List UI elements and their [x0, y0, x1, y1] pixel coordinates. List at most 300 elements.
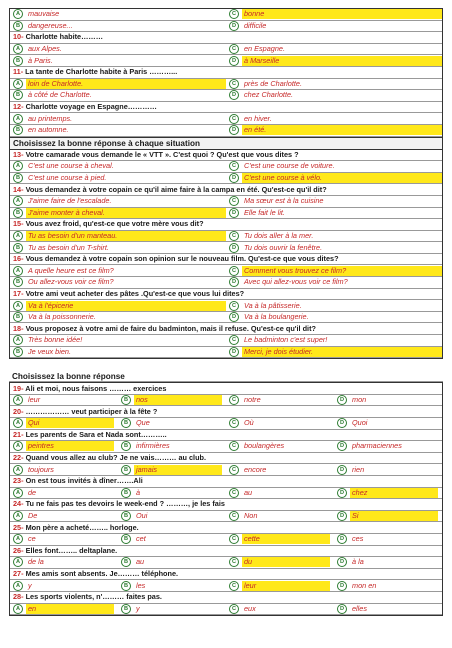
option-letter-icon: C: [229, 418, 239, 428]
answer-text: ces: [352, 534, 364, 544]
answer-text: y: [136, 603, 140, 613]
answer-option-c[interactable]: [226, 557, 334, 567]
option-letter-icon: D: [337, 395, 347, 405]
answer-option-c[interactable]: [226, 231, 442, 241]
option-letter-icon: D: [337, 465, 347, 475]
row: [10, 347, 442, 359]
answer-text: notre: [244, 395, 261, 405]
option-letter-icon: B: [13, 277, 23, 287]
answer-text: les: [136, 580, 146, 590]
option-letter-icon: A: [13, 266, 23, 276]
question-text: [10, 289, 244, 299]
answer-option-c[interactable]: [226, 266, 442, 276]
option-letter-icon: C: [229, 465, 239, 475]
row: [10, 196, 442, 208]
option-letter-icon: C: [229, 441, 239, 451]
answer-option-c[interactable]: [226, 604, 334, 614]
option-letter-icon: C: [229, 488, 239, 498]
option-letter-icon: D: [229, 243, 239, 253]
question-text: [10, 67, 177, 77]
question-label: Elles font…….. deltaplane.: [23, 545, 118, 555]
option-letter-icon: B: [121, 441, 131, 451]
option-letter-icon: A: [13, 161, 23, 171]
option-letter-icon: B: [121, 557, 131, 567]
question-number: 22-: [13, 453, 24, 463]
option-letter-icon: B: [13, 312, 23, 322]
answer-option-a[interactable]: [10, 557, 118, 567]
answer-option-b[interactable]: [10, 21, 226, 31]
row: [10, 44, 442, 56]
question-text: [10, 150, 299, 160]
option-letter-icon: C: [229, 335, 239, 345]
question-label: Vous demandez à votre copain son opinion sur le nouveau film. Qu'est-ce que vous dites?: [23, 254, 339, 264]
answer-option-b[interactable]: [10, 90, 226, 100]
row: [10, 430, 442, 442]
answer-option-d[interactable]: [226, 347, 442, 357]
option-letter-icon: B: [121, 488, 131, 498]
highlighted-answer: en été.: [242, 125, 442, 135]
option-letter-icon: D: [229, 90, 239, 100]
option-letter-icon: B: [13, 125, 23, 135]
row: [10, 453, 442, 465]
answer-option-a[interactable]: [10, 79, 226, 89]
highlighted-answer: jamais: [134, 465, 222, 475]
answer-option-c[interactable]: [226, 335, 442, 345]
answer-text: y: [28, 580, 32, 590]
question-number: 15-: [13, 219, 24, 229]
option-letter-icon: A: [13, 604, 23, 614]
question-number: 20-: [13, 406, 24, 416]
answer-text: A quelle heure est ce film?: [28, 265, 114, 275]
answer-text: Quoi: [352, 418, 368, 428]
row: [10, 418, 442, 430]
highlighted-answer: nos: [134, 395, 222, 405]
question-label: Les parents de Sara et Nada sont………..: [23, 429, 167, 439]
option-letter-icon: C: [229, 557, 239, 567]
answer-text: eux: [244, 603, 256, 613]
row: [10, 312, 442, 324]
option-letter-icon: A: [13, 301, 23, 311]
worksheet-block-2: [9, 150, 443, 360]
highlighted-answer: leur: [242, 581, 330, 591]
answer-option-a[interactable]: [10, 9, 226, 19]
question-label: Votre ami veut acheter des pâtes .Qu'est-ce que vous lui dites?: [23, 288, 245, 298]
row: [10, 79, 442, 91]
question-label: Vous avez froid, qu'est-ce que votre mère vous dit?: [23, 219, 204, 229]
answer-option-a[interactable]: [10, 534, 118, 544]
answer-option-b[interactable]: [10, 347, 226, 357]
row: [10, 150, 442, 162]
row: [10, 604, 442, 616]
row: [10, 277, 442, 289]
question-text: [10, 453, 206, 463]
row: [10, 231, 442, 243]
question-label: Vous proposez à votre ami de faire du badminton, mais il refuse. Qu'est-ce qu'il dit?: [23, 323, 316, 333]
question-text: [10, 185, 327, 195]
answer-text: Tu dois ouvrir la fenêtre.: [244, 242, 323, 252]
answer-text: à la: [352, 557, 364, 567]
option-letter-icon: C: [229, 161, 239, 171]
option-letter-icon: B: [13, 208, 23, 218]
highlighted-answer: à Marseille: [242, 56, 442, 66]
question-number: 19-: [13, 383, 24, 393]
row: [10, 476, 442, 488]
answer-option-b[interactable]: [118, 557, 226, 567]
question-number: 25-: [13, 522, 24, 532]
answer-text: au: [244, 487, 253, 497]
answer-option-d[interactable]: [226, 243, 442, 253]
answer-option-b[interactable]: [10, 208, 226, 218]
question-number: 21-: [13, 429, 24, 439]
row: [10, 289, 442, 301]
option-letter-icon: C: [229, 231, 239, 241]
answer-option-d[interactable]: [334, 418, 442, 428]
question-text: [10, 324, 316, 334]
highlighted-answer: loin de Charlotte.: [26, 79, 226, 89]
answer-option-a[interactable]: [10, 335, 226, 345]
answer-text: rien: [352, 464, 365, 474]
option-letter-icon: A: [13, 114, 23, 124]
option-letter-icon: C: [229, 44, 239, 54]
answer-text: toujours: [28, 464, 54, 474]
answer-option-b[interactable]: [10, 243, 226, 253]
option-letter-icon: A: [13, 534, 23, 544]
option-letter-icon: C: [229, 79, 239, 89]
answer-option-d[interactable]: [226, 90, 442, 100]
answer-option-b[interactable]: [118, 418, 226, 428]
answer-text: Tu as besoin d'un T-shirt.: [28, 242, 109, 252]
option-letter-icon: A: [13, 465, 23, 475]
answer-text: Ma sœur est à la cuisine: [244, 196, 324, 206]
row: [10, 323, 442, 335]
answer-text: mon: [352, 395, 367, 405]
answer-text: mauvaise: [28, 9, 60, 19]
question-label: La tante de Charlotte habite à Paris ………...: [23, 67, 178, 77]
question-text: [10, 569, 178, 579]
answer-text: boulangères: [244, 441, 285, 451]
answer-option-c[interactable]: [226, 196, 442, 206]
answer-option-c[interactable]: [226, 581, 334, 591]
row: [10, 499, 442, 511]
option-letter-icon: A: [13, 581, 23, 591]
row: [10, 113, 442, 125]
option-letter-icon: A: [13, 335, 23, 345]
question-text: [10, 384, 166, 394]
row: [10, 488, 442, 500]
highlighted-answer: bonne: [242, 9, 442, 19]
option-letter-icon: A: [13, 79, 23, 89]
row: [10, 208, 442, 220]
answer-option-d[interactable]: [226, 21, 442, 31]
question-number: 24-: [13, 499, 24, 509]
option-letter-icon: D: [337, 534, 347, 544]
row: [10, 161, 442, 173]
row: [10, 90, 442, 102]
answer-option-a[interactable]: [10, 488, 118, 498]
answer-text: difficile: [244, 20, 267, 30]
option-letter-icon: A: [13, 488, 23, 498]
question-label: ……………… veut participer à la fête ?: [23, 406, 158, 416]
answer-option-a[interactable]: [10, 301, 226, 311]
question-label: Ali et moi, nous faisons ……… exercices: [23, 383, 167, 393]
answer-text: Tu dois aller à la mer.: [244, 230, 314, 240]
answer-option-d[interactable]: [334, 604, 442, 614]
row: [10, 511, 442, 523]
answer-option-b[interactable]: [118, 465, 226, 475]
worksheet-page: [9, 8, 443, 616]
answer-option-c[interactable]: [226, 161, 442, 171]
answer-text: Où: [244, 418, 254, 428]
answer-text: à côté de Charlotte.: [28, 90, 92, 100]
option-letter-icon: D: [337, 418, 347, 428]
question-label: Vous demandez à votre copain ce qu'il aime faire à la campa en été. Qu'est-ce qu'il dit?: [23, 184, 327, 194]
answer-option-b[interactable]: [10, 56, 226, 66]
row: [10, 406, 442, 418]
answer-option-d[interactable]: [334, 488, 442, 498]
answer-option-a[interactable]: [10, 581, 118, 591]
answer-option-d[interactable]: [334, 395, 442, 405]
answer-option-c[interactable]: [226, 465, 334, 475]
option-letter-icon: C: [229, 604, 239, 614]
question-number: 14-: [13, 184, 24, 194]
answer-text: à: [136, 487, 141, 497]
row: [10, 125, 442, 137]
answer-text: Que: [136, 418, 150, 428]
row: [10, 184, 442, 196]
question-label: On est tous invités à dîner…….Ali: [23, 476, 143, 486]
option-letter-icon: D: [337, 511, 347, 521]
answer-text: mon en: [352, 580, 377, 590]
answer-text: Non: [244, 511, 258, 521]
worksheet-block-3: [9, 382, 443, 616]
question-number: 11-: [13, 67, 24, 77]
answer-option-d[interactable]: [334, 511, 442, 521]
section-title: Choisissez la bonne réponse à chaque situation: [9, 138, 443, 150]
answer-text: cet: [136, 534, 146, 544]
answer-text: Je veux bien.: [28, 346, 71, 356]
question-label: Charlotte habite………: [23, 32, 104, 42]
row: [10, 102, 442, 114]
question-text: [10, 546, 117, 556]
answer-option-d[interactable]: [226, 125, 442, 135]
option-letter-icon: D: [229, 173, 239, 183]
option-letter-icon: D: [229, 277, 239, 287]
answer-option-c[interactable]: [226, 9, 442, 19]
question-text: [10, 254, 339, 264]
row: [10, 580, 442, 592]
answer-option-d[interactable]: [334, 557, 442, 567]
row: [10, 383, 442, 395]
answer-text: dangereuse...: [28, 20, 73, 30]
answer-option-b[interactable]: [10, 173, 226, 183]
answer-option-c[interactable]: [226, 114, 442, 124]
highlighted-answer: du: [242, 557, 330, 567]
option-letter-icon: B: [121, 604, 131, 614]
question-label: Mes amis sont absents. Je……… téléphone.: [23, 569, 179, 579]
question-text: [10, 102, 157, 112]
answer-text: Ou allez-vous voir ce film?: [28, 277, 114, 287]
answer-text: C'est une course à cheval.: [28, 161, 114, 171]
answer-option-d[interactable]: [334, 465, 442, 475]
answer-option-b[interactable]: [10, 125, 226, 135]
answer-text: chez Charlotte.: [244, 90, 294, 100]
question-text: [10, 499, 225, 509]
answer-option-b[interactable]: [118, 511, 226, 521]
highlighted-answer: cette: [242, 534, 330, 544]
answer-option-b[interactable]: [118, 581, 226, 591]
row: [10, 32, 442, 44]
answer-option-d[interactable]: [226, 208, 442, 218]
row: [10, 219, 442, 231]
question-label: Quand vous allez au club? Je ne vais……… au club.: [23, 453, 207, 463]
highlighted-answer: Si: [350, 511, 438, 521]
option-letter-icon: B: [121, 534, 131, 544]
highlighted-answer: Comment vous trouvez ce film?: [242, 266, 442, 276]
row: [10, 335, 442, 347]
question-number: 17-: [13, 288, 24, 298]
option-letter-icon: C: [229, 395, 239, 405]
answer-option-c[interactable]: [226, 441, 334, 451]
answer-text: Très bonne idée!: [28, 335, 83, 345]
option-letter-icon: A: [13, 395, 23, 405]
row: [10, 534, 442, 546]
highlighted-answer: en: [26, 604, 114, 614]
answer-option-c[interactable]: [226, 44, 442, 54]
answer-text: J'aime faire de l'escalade.: [28, 196, 112, 206]
option-letter-icon: C: [229, 9, 239, 19]
answer-text: C'est une course à pied.: [28, 173, 107, 183]
answer-option-b[interactable]: [10, 312, 226, 322]
answer-option-d[interactable]: [226, 277, 442, 287]
row: [10, 441, 442, 453]
answer-option-a[interactable]: [10, 266, 226, 276]
option-letter-icon: A: [13, 9, 23, 19]
question-number: 13-: [13, 149, 24, 159]
answer-text: pharmaciennes: [352, 441, 402, 451]
highlighted-answer: Qui: [26, 418, 114, 428]
answer-option-c[interactable]: [226, 79, 442, 89]
answer-text: en Espagne.: [244, 44, 285, 54]
answer-option-b[interactable]: [10, 277, 226, 287]
answer-text: de la: [28, 557, 44, 567]
option-letter-icon: D: [229, 347, 239, 357]
option-letter-icon: D: [337, 581, 347, 591]
option-letter-icon: D: [337, 557, 347, 567]
answer-option-b[interactable]: [118, 488, 226, 498]
option-letter-icon: A: [13, 418, 23, 428]
row: [10, 254, 442, 266]
question-label: Tu ne fais pas tes devoirs le week-end ? ………, je les fais: [23, 499, 225, 509]
question-number: 23-: [13, 476, 24, 486]
row: [10, 67, 442, 79]
answer-text: au printemps.: [28, 113, 73, 123]
option-letter-icon: B: [121, 418, 131, 428]
answer-option-a[interactable]: [10, 161, 226, 171]
option-letter-icon: D: [337, 441, 347, 451]
option-letter-icon: A: [13, 231, 23, 241]
answer-option-d[interactable]: [334, 441, 442, 451]
answer-text: C'est une course de voiture.: [244, 161, 335, 171]
row: [10, 21, 442, 33]
answer-text: elles: [352, 603, 368, 613]
row: [10, 557, 442, 569]
row: [10, 300, 442, 312]
row: [10, 265, 442, 277]
question-text: [10, 476, 143, 486]
answer-option-a[interactable]: [10, 441, 118, 451]
answer-text: encore: [244, 464, 267, 474]
option-letter-icon: C: [229, 511, 239, 521]
answer-option-a[interactable]: [10, 418, 118, 428]
answer-option-a[interactable]: [10, 231, 226, 241]
answer-option-d[interactable]: [334, 581, 442, 591]
option-letter-icon: A: [13, 557, 23, 567]
answer-text: Oui: [136, 511, 148, 521]
answer-option-a[interactable]: [10, 196, 226, 206]
answer-option-c[interactable]: [226, 418, 334, 428]
answer-option-d[interactable]: [226, 56, 442, 66]
question-label: Votre camarade vous demande le « VTT ». C'est quoi ? Qu'est que vous dites ?: [23, 149, 299, 159]
question-number: 27-: [13, 569, 24, 579]
answer-text: Elle fait le lit.: [244, 207, 285, 217]
option-letter-icon: B: [121, 511, 131, 521]
question-number: 18-: [13, 323, 24, 333]
answer-text: de: [28, 487, 37, 497]
answer-option-a[interactable]: [10, 511, 118, 521]
answer-option-b[interactable]: [118, 441, 226, 451]
answer-option-a[interactable]: [10, 604, 118, 614]
answer-text: au: [136, 557, 145, 567]
answer-text: Va à la pâtisserie.: [244, 300, 302, 310]
answer-option-d[interactable]: [334, 534, 442, 544]
answer-option-b[interactable]: [118, 534, 226, 544]
option-letter-icon: C: [229, 114, 239, 124]
answer-option-d[interactable]: [226, 173, 442, 183]
answer-option-c[interactable]: [226, 395, 334, 405]
answer-text: Le badminton c'est super!: [244, 335, 328, 345]
row: [10, 395, 442, 407]
answer-option-a[interactable]: [10, 465, 118, 475]
row: [10, 9, 442, 21]
row: [10, 569, 442, 581]
question-text: [10, 592, 162, 602]
answer-option-b[interactable]: [118, 395, 226, 405]
answer-option-a[interactable]: [10, 395, 118, 405]
answer-option-a[interactable]: [10, 114, 226, 124]
option-letter-icon: C: [229, 534, 239, 544]
row: [10, 522, 442, 534]
spacer: [9, 359, 443, 369]
option-letter-icon: B: [13, 173, 23, 183]
option-letter-icon: B: [13, 90, 23, 100]
question-text: [10, 430, 167, 440]
question-number: 26-: [13, 545, 24, 555]
answer-option-b[interactable]: [118, 604, 226, 614]
question-number: 12-: [13, 102, 24, 112]
answer-option-d[interactable]: [226, 312, 442, 322]
answer-text: aux Alpes.: [28, 44, 62, 54]
answer-option-c[interactable]: [226, 534, 334, 544]
answer-option-c[interactable]: [226, 511, 334, 521]
option-letter-icon: A: [13, 441, 23, 451]
answer-option-a[interactable]: [10, 44, 226, 54]
answer-option-c[interactable]: [226, 488, 334, 498]
highlighted-answer: Merci, je dois étudier.: [242, 347, 442, 357]
option-letter-icon: A: [13, 44, 23, 54]
option-letter-icon: D: [229, 312, 239, 322]
answer-option-c[interactable]: [226, 301, 442, 311]
answer-text: en hiver.: [244, 113, 272, 123]
